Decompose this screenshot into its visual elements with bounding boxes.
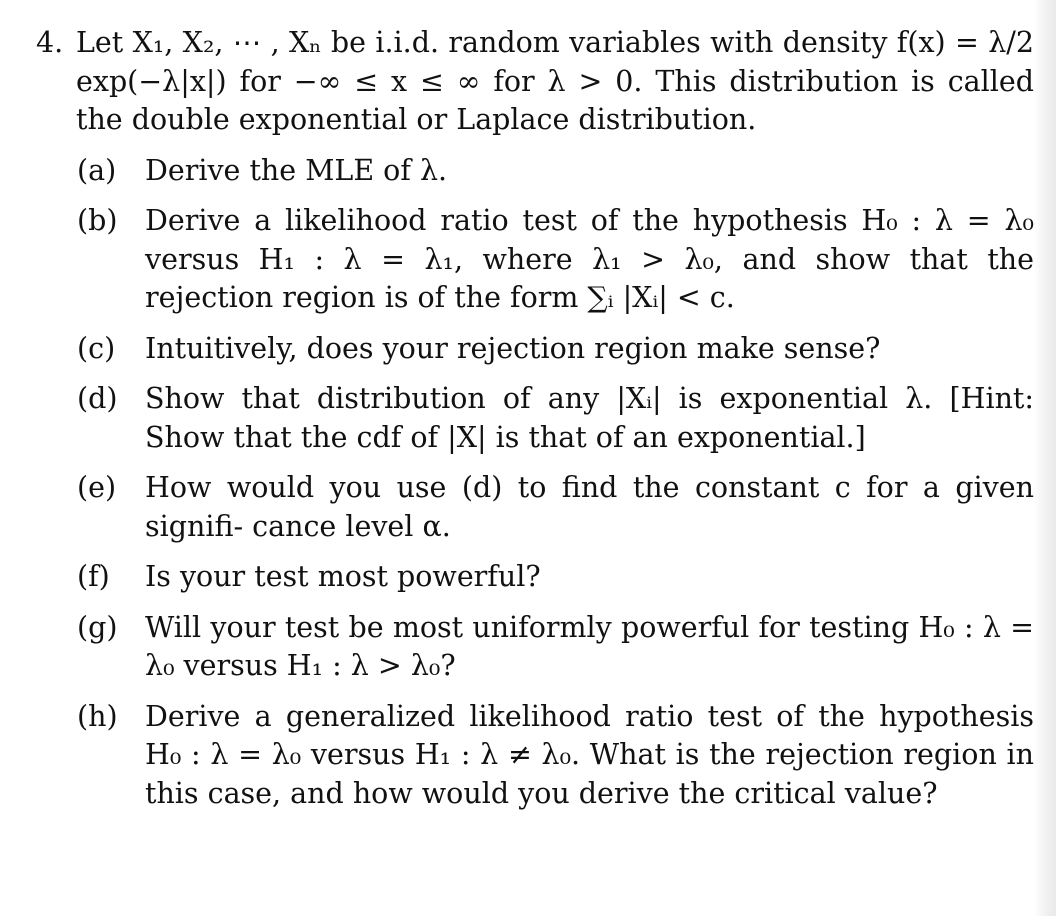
part-label: (a) [77, 153, 117, 187]
problem-parts [77, 152, 1034, 814]
part-text: Intuitively, does your rejection region make sense? [145, 331, 881, 365]
part-label: (e) [77, 471, 117, 504]
part-label: (h) [77, 699, 118, 733]
part-text: Derive a generalized likelihood ratio test of the hypothesis H₀ : λ = λ₀ versus H₁ : λ ≠ λ₀. What is the rejection region in this case, and how would you derive the critical value? [145, 699, 1034, 810]
part-text: How would you use (d) to find the constant c for a given signifi- cance level α. [145, 471, 1034, 543]
part-c [77, 330, 1034, 369]
part-a [77, 152, 1034, 191]
part-text: Is your test most powerful? [145, 560, 541, 593]
part-label: (f) [77, 560, 110, 593]
problem-number: 4. [36, 26, 64, 59]
part-label: (g) [77, 610, 118, 644]
part-label: (b) [77, 204, 118, 237]
part-d [77, 380, 1034, 457]
part-f [77, 558, 1034, 597]
part-text: Derive a likelihood ratio test of the hypothesis H₀ : λ = λ₀ versus H₁ : λ = λ₁, where λ₁ > λ₀, and show that the rejection region is of the form ∑ᵢ |Xᵢ| < c. [145, 204, 1034, 314]
problem-4 [36, 24, 1034, 813]
problem-statement-row [36, 24, 1034, 140]
page-edge-shadow [1034, 0, 1056, 916]
part-h [77, 698, 1034, 814]
part-e [77, 469, 1034, 546]
problem-statement: Let X₁, X₂, ⋯ , Xₙ be i.i.d. random variables with density f(x) = λ/2 exp(−λ|x|) for −∞ ≤ x ≤ ∞ for λ > 0. This distribution is called the double exponential or Laplace distribution. [76, 26, 1034, 136]
part-text: Derive the MLE of λ. [145, 153, 448, 187]
part-text: Show that distribution of any |Xᵢ| is exponential λ. [Hint: Show that the cdf of |X| is that of an exponential.] [145, 382, 1034, 454]
part-b [77, 202, 1034, 318]
part-label: (c) [77, 331, 116, 365]
part-text: Will your test be most uniformly powerful for testing H₀ : λ = λ₀ versus H₁ : λ > λ₀? [145, 610, 1034, 682]
part-g [77, 609, 1034, 686]
part-label: (d) [77, 382, 118, 415]
